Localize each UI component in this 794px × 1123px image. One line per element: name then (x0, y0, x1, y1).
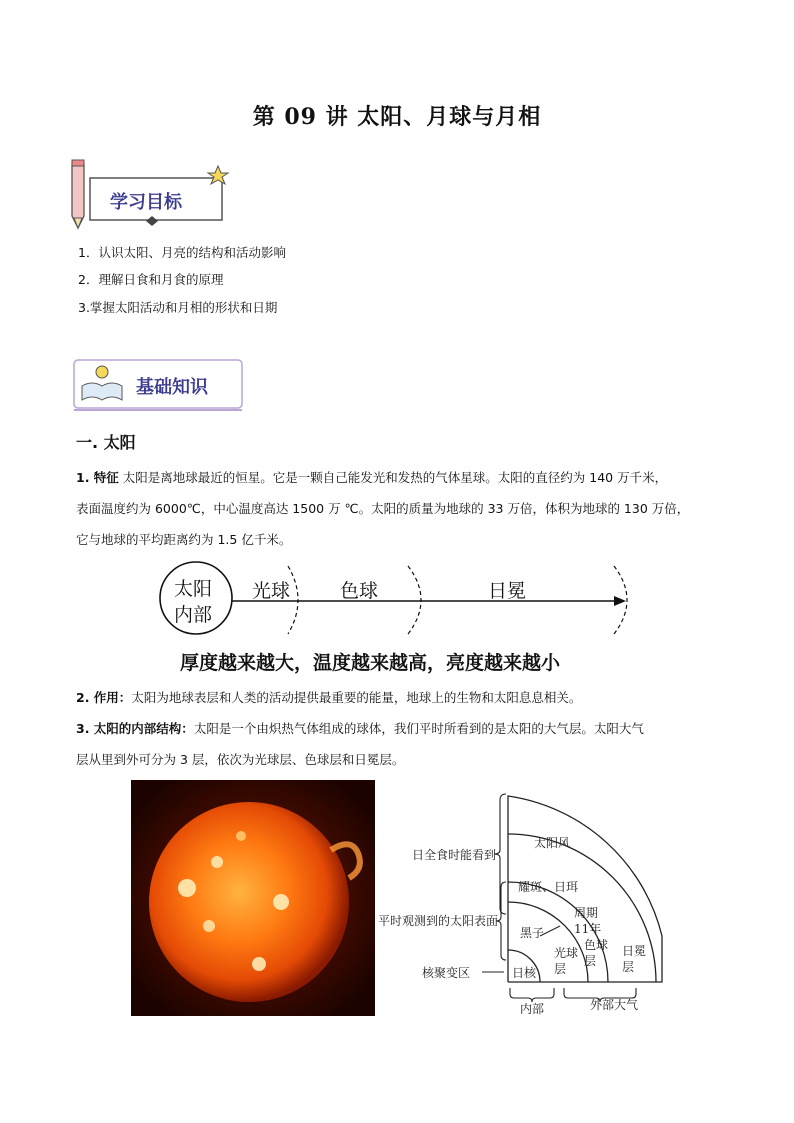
label-seen-at-eclipse: 日全食时能看到 (412, 848, 497, 862)
section-heading: 一. 太阳 (76, 433, 136, 452)
core-label-2: 内部 (174, 604, 213, 626)
layer-photosphere: 光球 (252, 580, 291, 602)
label-corona-2: 层 (622, 960, 635, 974)
function-paragraph (76, 682, 726, 713)
label-outer-atmosphere: 外部大气 (590, 998, 639, 1012)
structure-paragraph (76, 713, 726, 775)
label-chromosphere-1: 色球 (584, 938, 609, 952)
function-label: 2. 作用： (76, 690, 132, 705)
page-title: 第 09 讲 太阳、月球与月相 (252, 104, 542, 130)
label-photosphere-1: 光球 (554, 946, 579, 960)
structure-text-1: 太阳是一个由炽热气体组成的球体，我们平时所看到的是太阳的大气层。太阳大气 (193, 721, 644, 736)
structure-text-2: 层从里到外可分为 3 层，依次为光球层、色球层和日冕层。 (76, 752, 405, 767)
label-period-1: 周期 (574, 906, 599, 920)
solar-structure-diagram (378, 786, 668, 1018)
layer-caption: 厚度越来越大，温度越来越高，亮度越来越小 (180, 652, 561, 674)
basics-badge-label: 基础知识 (136, 377, 208, 398)
sun-photo (131, 780, 375, 1016)
label-period-2: 11年 (574, 922, 602, 936)
label-corona-1: 日冕 (622, 944, 647, 958)
label-solar-wind: 太阳风 (534, 836, 571, 850)
goals-badge (68, 158, 238, 230)
structure-label: 3. 太阳的内部结构： (76, 721, 194, 736)
goal-item: 2．理解日食和月食的原理 (78, 272, 224, 287)
layer-corona: 日冕 (488, 580, 527, 602)
core-label-1: 太阳 (174, 578, 213, 600)
label-photosphere-2: 层 (554, 962, 567, 976)
feature-paragraph (76, 462, 726, 555)
goals-badge-label: 学习目标 (110, 192, 182, 213)
feature-text-1: 太阳是离地球最近的恒星。它是一颗自己能发光和发热的气体星球。太阳的直径约为 140 万千米， (118, 470, 668, 485)
label-sunspots: 黑子 (520, 926, 545, 940)
label-interior: 内部 (520, 1002, 545, 1016)
label-observed-surface: 平时观测到的太阳表面 (378, 914, 499, 928)
sun-layer-diagram (150, 560, 650, 680)
label-fusion-zone: 核聚变区 (422, 966, 471, 980)
basics-badge (72, 356, 244, 414)
label-chromosphere-2: 层 (584, 954, 597, 968)
function-text: 太阳为地球表层和人类的活动提供最重要的能量，地球上的生物和太阳息息相关。 (131, 690, 582, 705)
label-core: 日核 (512, 966, 537, 980)
feature-text-3: 它与地球的平均距离约为 1.5 亿千米。 (76, 532, 292, 547)
goal-item: 1．认识太阳、月亮的结构和活动影响 (78, 245, 286, 260)
feature-label: 1. 特征 (76, 470, 119, 485)
layer-chromosphere: 色球 (340, 580, 379, 602)
sun-image (131, 780, 375, 1016)
feature-text-2: 表面温度约为 6000℃，中心温度高达 1500 万 ℃。太阳的质量为地球的 33 万倍，体积为地球的 130 万倍， (76, 501, 690, 516)
label-flares: 耀斑、日珥 (518, 880, 579, 894)
goal-item: 3.掌握太阳活动和月相的形状和日期 (78, 300, 278, 315)
